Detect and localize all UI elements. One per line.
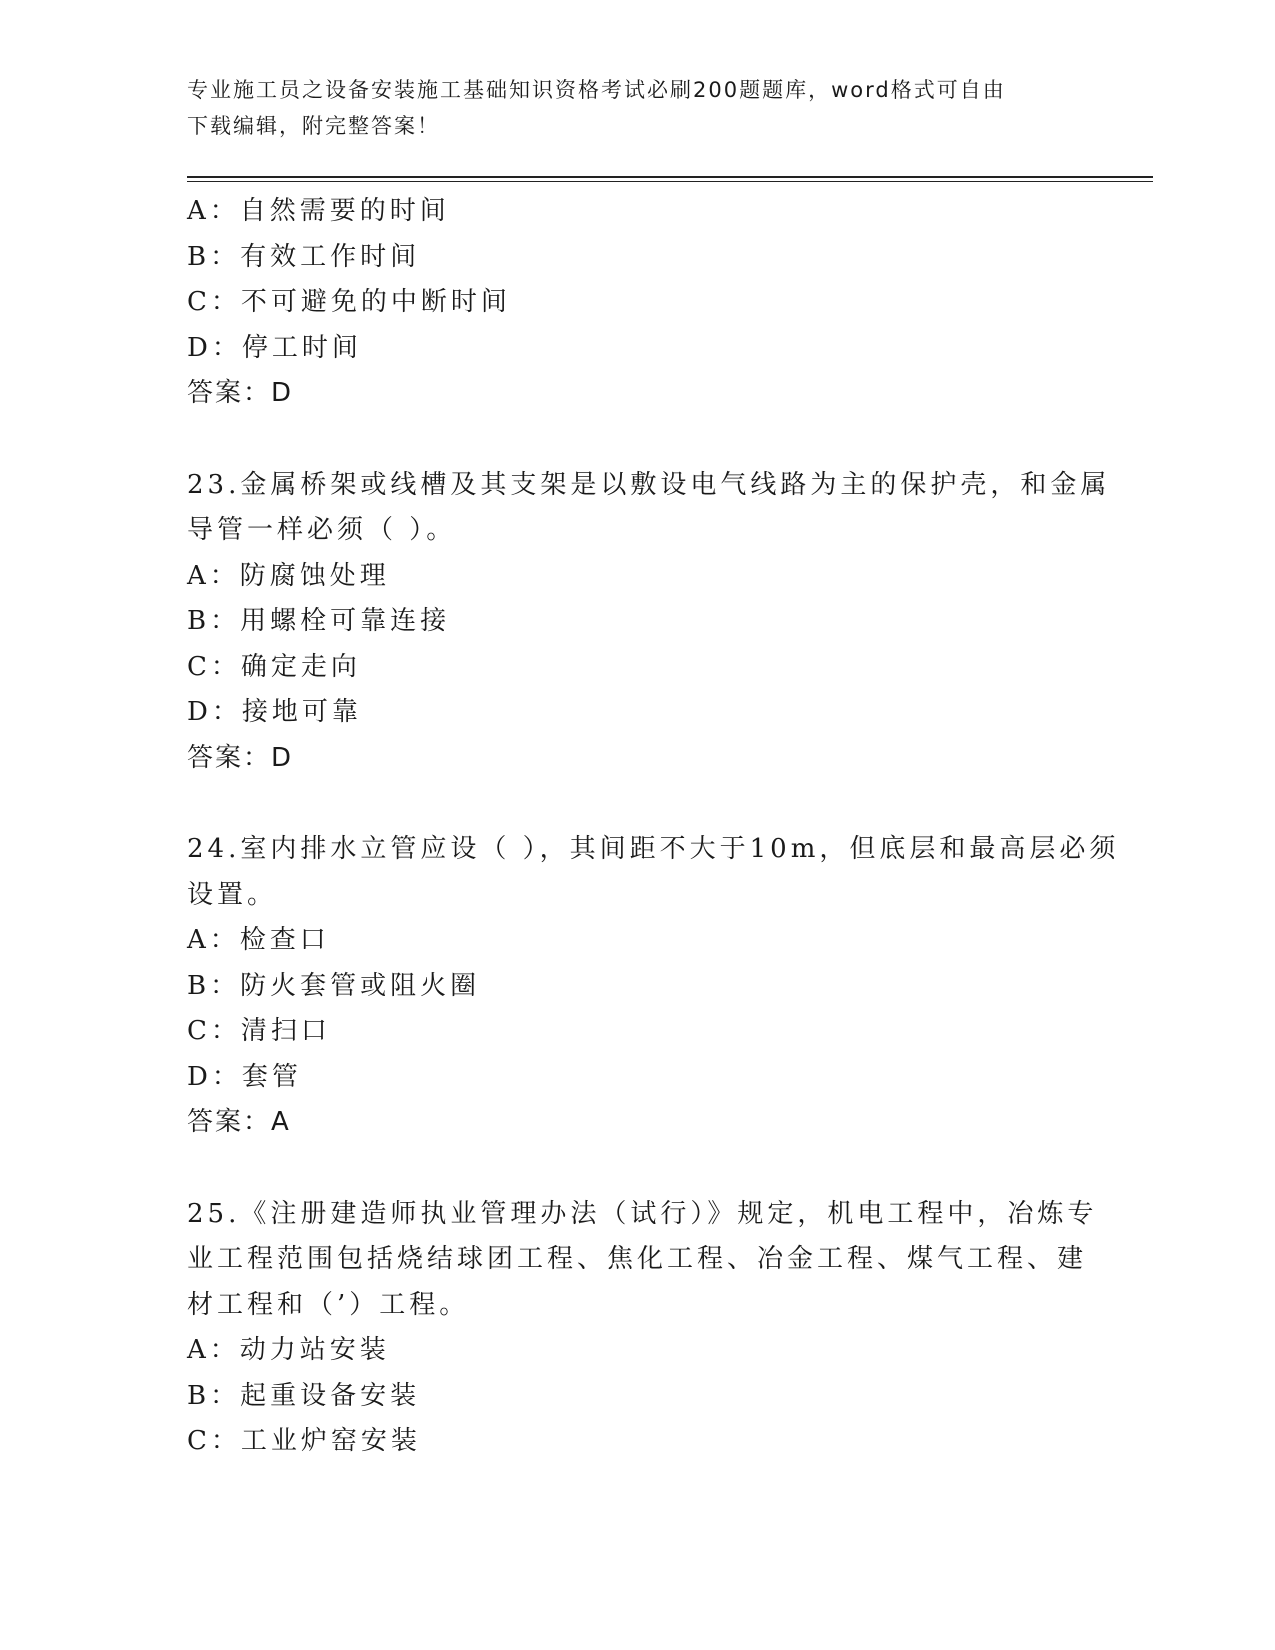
option-d: D：停工时间 — [187, 332, 362, 363]
header-line-1: 专业施工员之设备安装施工基础知识资格考试必刷200题题库，word格式可自由 — [187, 78, 1006, 102]
option-d: D：套管 — [187, 1061, 302, 1092]
question-stem-line-2: 导管一样必须（ ）。 — [187, 515, 457, 545]
option-b: B：用螺栓可靠连接 — [187, 606, 451, 636]
question-stem-line-1: 25.《注册建造师执业管理办法（试行）》规定，机电工程中，冶炼专 — [187, 1198, 1098, 1229]
question-stem-line-1: 24.室内排水立管应设（ ），其间距不大于10m，但底层和最高层必须 — [187, 834, 1120, 864]
question-spacer — [187, 1146, 1087, 1192]
question-25 — [187, 1192, 1098, 1465]
question-24 — [187, 827, 1120, 1146]
option-a: A：自然需要的时间 — [187, 196, 450, 226]
header-rule-thick — [187, 176, 1153, 178]
header-line-2: 下载编辑，附完整答案！ — [187, 114, 440, 138]
question-content — [187, 189, 1120, 1465]
option-a: A：防腐蚀处理 — [187, 560, 390, 591]
option-c: C：清扫口 — [187, 1016, 331, 1046]
question-spacer — [187, 417, 1087, 463]
question-22-continued — [187, 189, 1087, 417]
question-stem-line-2: 设置。 — [187, 879, 278, 910]
answer-line: 答案：D — [187, 378, 294, 408]
header-rule-thin — [187, 181, 1153, 182]
option-c: C：工业炉窑安装 — [187, 1426, 421, 1456]
option-d: D：接地可靠 — [187, 697, 362, 727]
question-23 — [187, 463, 1111, 782]
question-spacer — [187, 781, 1087, 827]
answer-line: 答案：A — [187, 1107, 291, 1137]
option-c: C：确定走向 — [187, 651, 361, 682]
document-header — [187, 72, 1067, 144]
option-b: B：起重设备安装 — [187, 1380, 421, 1411]
option-b: B：防火套管或阻火圈 — [187, 970, 481, 1001]
question-stem-line-3: 材工程和（’）工程。 — [187, 1289, 470, 1320]
answer-line: 答案：D — [187, 742, 294, 773]
option-a: A：动力站安装 — [187, 1335, 390, 1365]
question-stem-line-2: 业工程范围包括烧结球团工程、焦化工程、冶金工程、煤气工程、建 — [187, 1244, 1088, 1274]
option-c: C：不可避免的中断时间 — [187, 287, 511, 317]
question-stem-line-1: 23.金属桥架或线槽及其支架是以敷设电气线路为主的保护壳，和金属 — [187, 469, 1111, 500]
option-b: B：有效工作时间 — [187, 241, 421, 272]
option-a: A：检查口 — [187, 925, 330, 955]
